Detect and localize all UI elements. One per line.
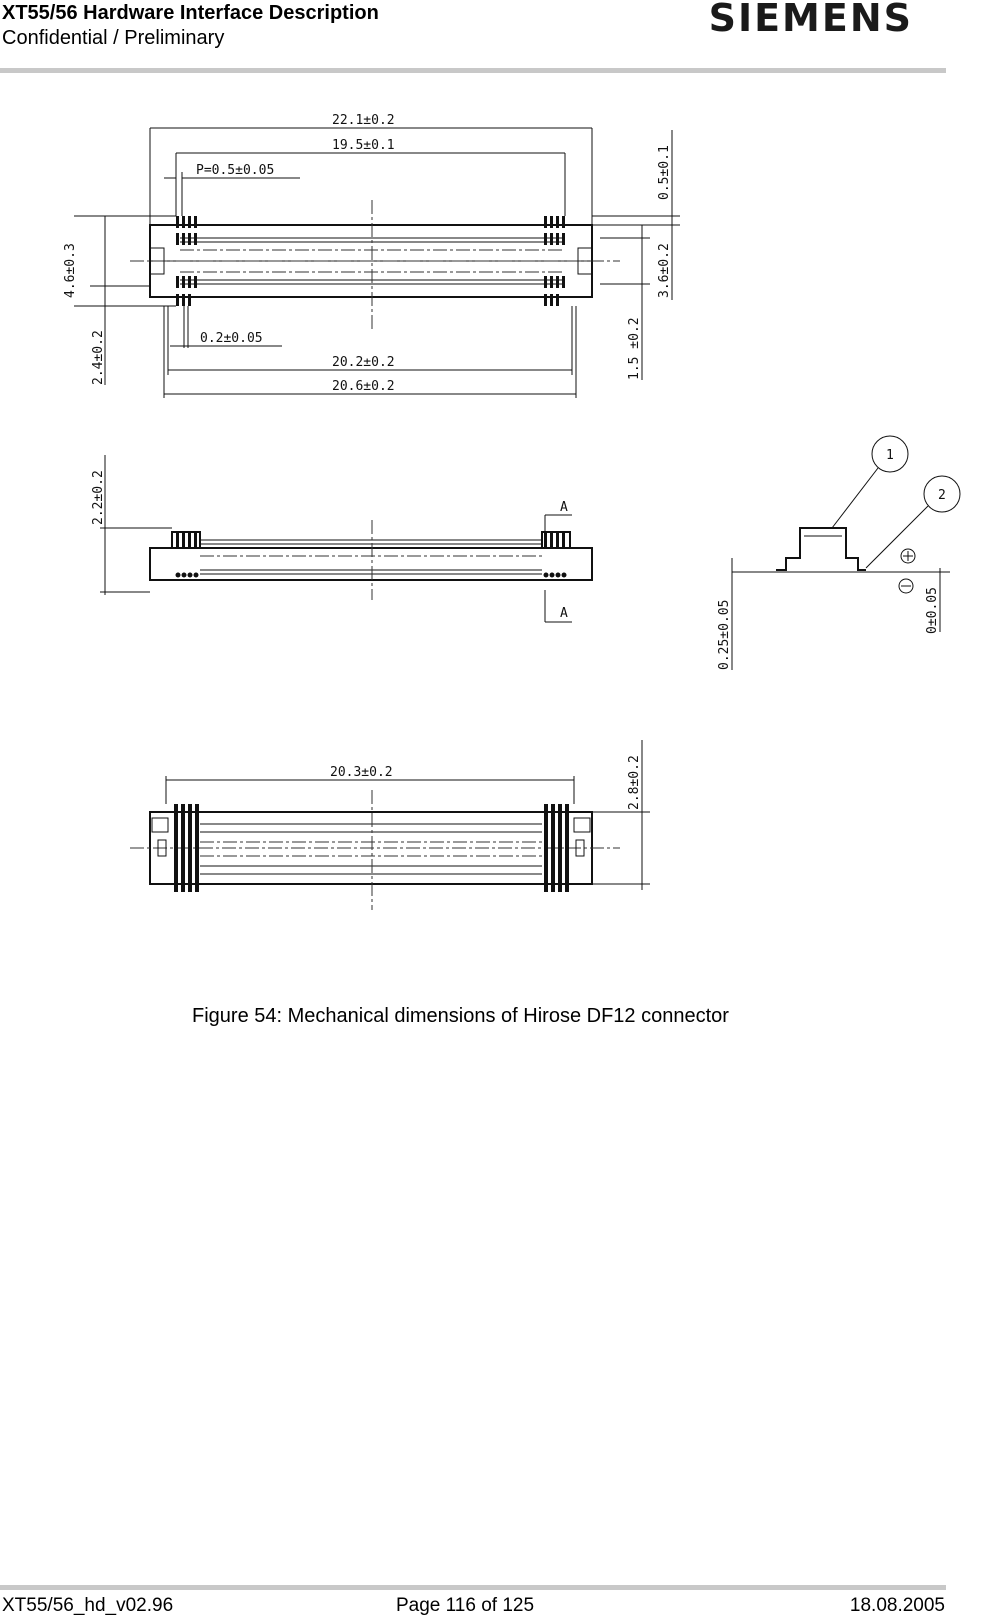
figure-caption: Figure 54: Mechanical dimensions of Hirose DF12 connector (192, 1005, 729, 1027)
callout-1: 1 (886, 448, 894, 463)
section-label-top: A (560, 500, 568, 515)
dim-thickness: 0.25±0.05 (717, 599, 732, 670)
footer-date: 18.08.2005 (849, 1595, 945, 1616)
dim-side: 1.5 ±0.2 (627, 317, 642, 380)
dim-outer-row-length: 20.6±0.2 (332, 379, 395, 394)
side-view (91, 455, 592, 622)
dim-height: 4.6±0.3 (63, 243, 78, 298)
footer-doc-id: XT55/56_hd_v02.96 (2, 1595, 174, 1616)
dim-tolerance: 0±0.05 (925, 587, 940, 634)
bottom-dim-length: 20.3±0.2 (330, 765, 393, 780)
dim-total-length: 22.1±0.2 (332, 113, 395, 128)
connector-drawing-svg (60, 100, 995, 980)
dim-offset: 2.4±0.2 (91, 330, 106, 385)
detail-view (717, 436, 960, 670)
bottom-view (130, 740, 650, 910)
footer-page-number: Page 116 of 125 (396, 1595, 535, 1616)
footer-rule (0, 1585, 946, 1590)
document-title: XT55/56 Hardware Interface Description (2, 2, 379, 24)
top-view (63, 113, 680, 398)
dim-inner-length: 19.5±0.1 (332, 138, 395, 153)
side-dim-height: 2.2±0.2 (91, 470, 106, 525)
dim-row-spacing: 3.6±0.2 (657, 243, 672, 298)
side-view-body (150, 548, 592, 580)
siemens-logo: SIEMENS (708, 0, 913, 40)
dim-row-length: 20.2±0.2 (332, 355, 395, 370)
callout-2: 2 (938, 488, 946, 503)
document-subtitle: Confidential / Preliminary (2, 27, 225, 49)
section-label-bottom: A (560, 606, 568, 621)
dim-pitch: P=0.5±0.05 (196, 163, 275, 178)
connector-drawing (60, 100, 995, 980)
dim-top-margin: 0.5±0.1 (657, 145, 672, 200)
bottom-dim-height: 2.8±0.2 (627, 755, 642, 810)
detail-profile (776, 528, 866, 570)
dim-pin-width: 0.2±0.05 (200, 331, 263, 346)
header-rule (0, 68, 946, 73)
